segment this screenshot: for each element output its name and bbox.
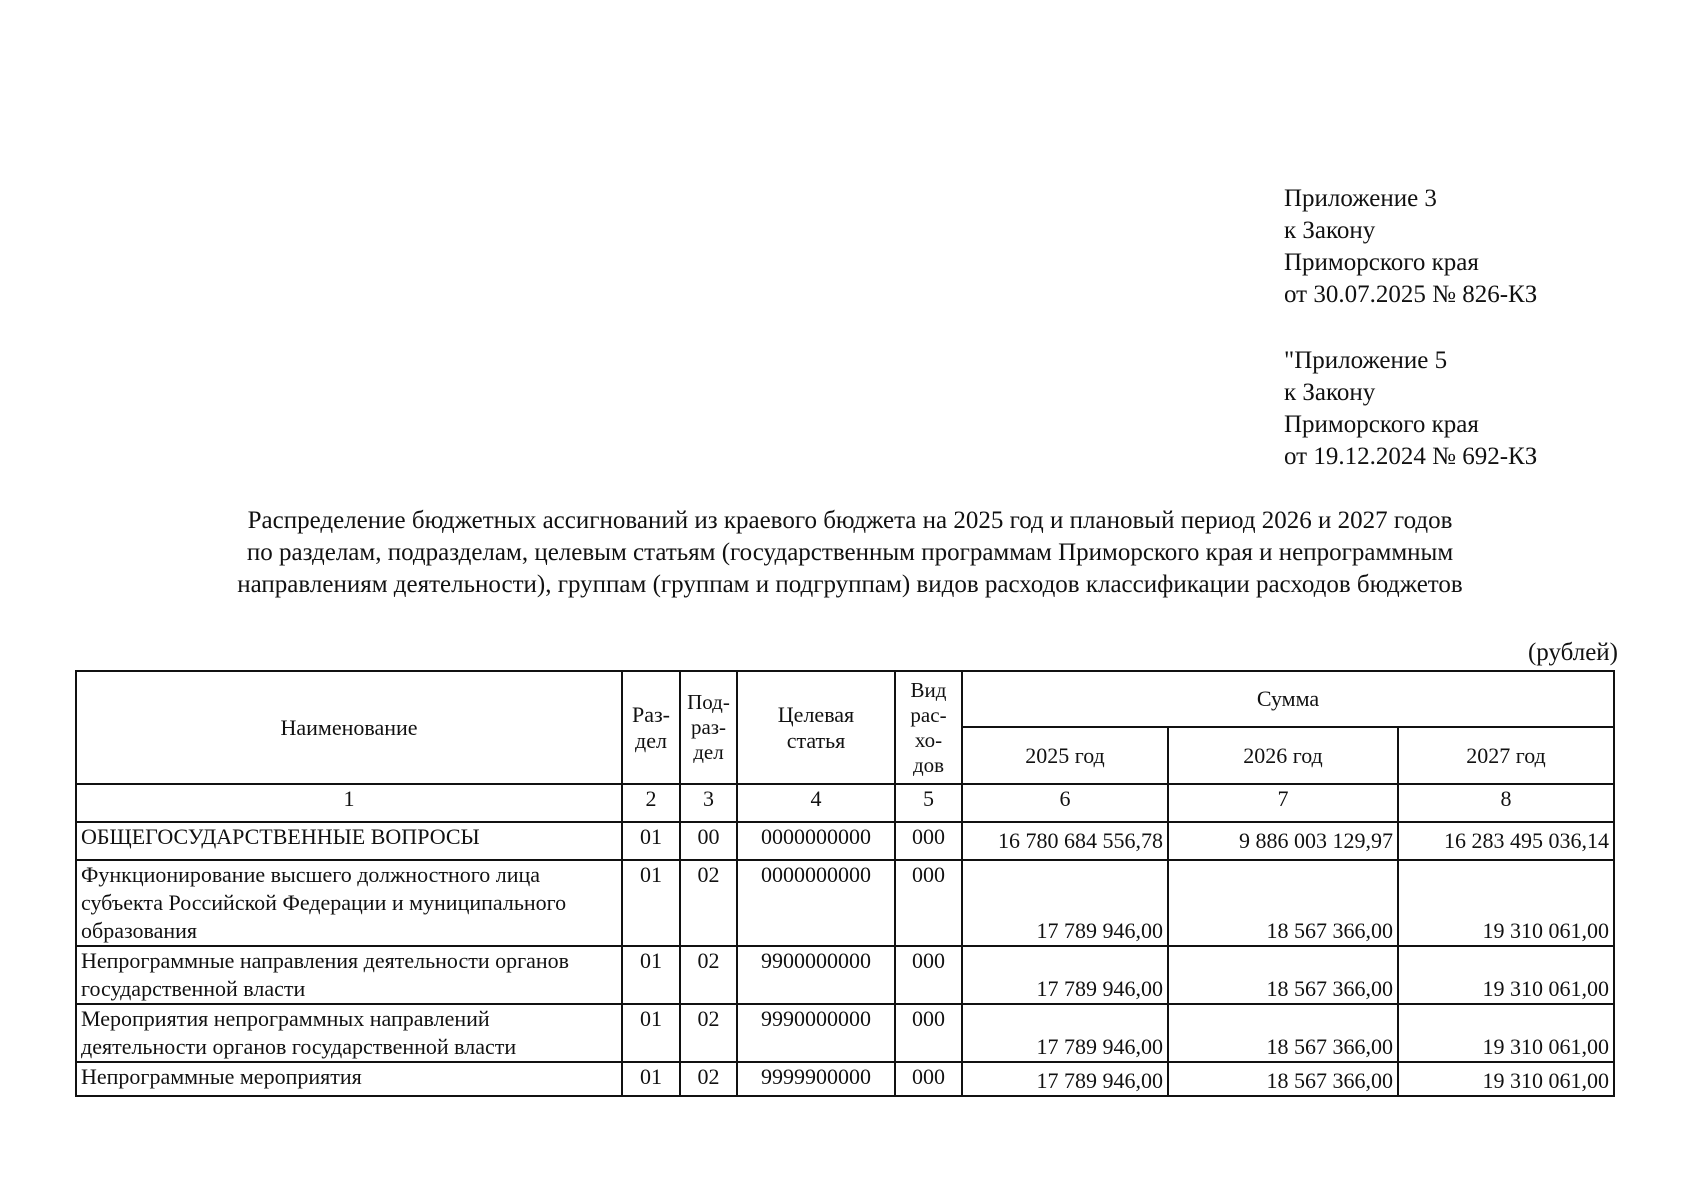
column-number: 2 <box>622 784 680 822</box>
row-section: 01 <box>622 860 680 946</box>
row-target: 9990000000 <box>737 1004 895 1062</box>
row-subsection: 02 <box>680 860 737 946</box>
row-name: Мероприятия непрограммных направлений деятельности органов государственной власти <box>76 1004 622 1062</box>
header-target-l1: Целевая <box>777 701 855 727</box>
row-amount-2026: 18 567 366,00 <box>1168 860 1398 946</box>
column-number: 7 <box>1168 784 1398 822</box>
row-subsection: 00 <box>680 822 737 860</box>
row-amount-2026: 18 567 366,00 <box>1168 1004 1398 1062</box>
row-name: Функционирование высшего должностного лица субъекта Российской Федерации и муниципального образования <box>76 860 622 946</box>
annex-line: "Приложение 5 <box>1284 347 1448 374</box>
row-name: Непрограммные направления деятельности органов государственной власти <box>76 946 622 1004</box>
units-label: (рублей) <box>1527 639 1618 666</box>
header-name: Наименование <box>76 671 622 784</box>
header-2025: 2025 год <box>962 727 1168 784</box>
budget-table <box>75 670 1615 1097</box>
row-amount-2025: 16 780 684 556,78 <box>962 822 1168 860</box>
annex-line: Приморского края <box>1284 411 1479 438</box>
title-line: по разделам, подразделам, целевым статьям (государственным программам Приморского края и непрограммным <box>246 539 1454 566</box>
row-type: 000 <box>895 1004 962 1062</box>
header-target <box>737 671 895 784</box>
row-section: 01 <box>622 822 680 860</box>
table-row <box>76 1062 1614 1096</box>
row-type: 000 <box>895 1062 962 1096</box>
header-type-l2: рас- <box>910 702 947 727</box>
row-amount-2027: 19 310 061,00 <box>1398 1062 1614 1096</box>
row-amount-2027: 19 310 061,00 <box>1398 860 1614 946</box>
row-section: 01 <box>622 1004 680 1062</box>
row-target: 9999900000 <box>737 1062 895 1096</box>
header-section-l1: Раз- <box>631 701 671 727</box>
annex-header-original <box>1284 345 1537 473</box>
row-amount-2025: 17 789 946,00 <box>962 1062 1168 1096</box>
table-row <box>76 1004 1614 1062</box>
header-type-l3: хо- <box>914 727 943 752</box>
row-name: Непрограммные мероприятия <box>76 1062 622 1096</box>
row-section: 01 <box>622 946 680 1004</box>
column-number: 8 <box>1398 784 1614 822</box>
title-line: направлениям деятельности), группам (группам и подгруппам) видов расходов классификации расходов бюджетов <box>237 571 1463 598</box>
row-amount-2025: 17 789 946,00 <box>962 946 1168 1004</box>
header-subsection-l2: раз- <box>690 715 727 739</box>
row-subsection: 02 <box>680 1004 737 1062</box>
row-target: 0000000000 <box>737 860 895 946</box>
table-row <box>76 822 1614 860</box>
annex-line: от 19.12.2024 № 692-КЗ <box>1284 443 1538 470</box>
header-subsection <box>680 671 737 784</box>
column-number: 6 <box>962 784 1168 822</box>
row-amount-2025: 17 789 946,00 <box>962 1004 1168 1062</box>
row-section: 01 <box>622 1062 680 1096</box>
row-type: 000 <box>895 822 962 860</box>
header-2027: 2027 год <box>1398 727 1614 784</box>
row-target: 9900000000 <box>737 946 895 1004</box>
header-target-l2: статья <box>786 727 846 753</box>
annex-line: к Закону <box>1284 217 1376 244</box>
row-target: 0000000000 <box>737 822 895 860</box>
row-subsection: 02 <box>680 946 737 1004</box>
annex-header-current <box>1284 183 1537 311</box>
header-row <box>76 671 1614 727</box>
header-type-l1: Вид <box>910 677 947 702</box>
table-row <box>76 860 1614 946</box>
column-numbers-row <box>76 784 1614 822</box>
column-number: 1 <box>76 784 622 822</box>
document-title <box>100 505 1600 601</box>
header-section-l2: дел <box>635 727 667 753</box>
row-type: 000 <box>895 946 962 1004</box>
header-sum: Сумма <box>962 671 1614 727</box>
row-amount-2026: 9 886 003 129,97 <box>1168 822 1398 860</box>
header-section <box>622 671 680 784</box>
row-subsection: 02 <box>680 1062 737 1096</box>
row-amount-2026: 18 567 366,00 <box>1168 1062 1398 1096</box>
column-number: 3 <box>680 784 737 822</box>
column-number: 4 <box>737 784 895 822</box>
header-subsection-l3: дел <box>693 740 724 764</box>
annex-line: Приморского края <box>1284 249 1479 276</box>
annex-line: от 30.07.2025 № 826-КЗ <box>1284 281 1538 308</box>
row-amount-2026: 18 567 366,00 <box>1168 946 1398 1004</box>
row-amount-2025: 17 789 946,00 <box>962 860 1168 946</box>
header-2026: 2026 год <box>1168 727 1398 784</box>
row-amount-2027: 16 283 495 036,14 <box>1398 822 1614 860</box>
row-name: ОБЩЕГОСУДАРСТВЕННЫЕ ВОПРОСЫ <box>76 822 622 860</box>
row-amount-2027: 19 310 061,00 <box>1398 1004 1614 1062</box>
annex-line: к Закону <box>1284 379 1376 406</box>
title-line: Распределение бюджетных ассигнований из краевого бюджета на 2025 год и плановый период 2026 и 2027 годов <box>247 507 1453 534</box>
header-subsection-l1: Под- <box>687 690 730 714</box>
table-row <box>76 946 1614 1004</box>
annex-line: Приложение 3 <box>1284 185 1437 212</box>
column-number: 5 <box>895 784 962 822</box>
header-type-l4: дов <box>912 752 945 777</box>
header-expense-type <box>895 671 962 784</box>
row-amount-2027: 19 310 061,00 <box>1398 946 1614 1004</box>
row-type: 000 <box>895 860 962 946</box>
